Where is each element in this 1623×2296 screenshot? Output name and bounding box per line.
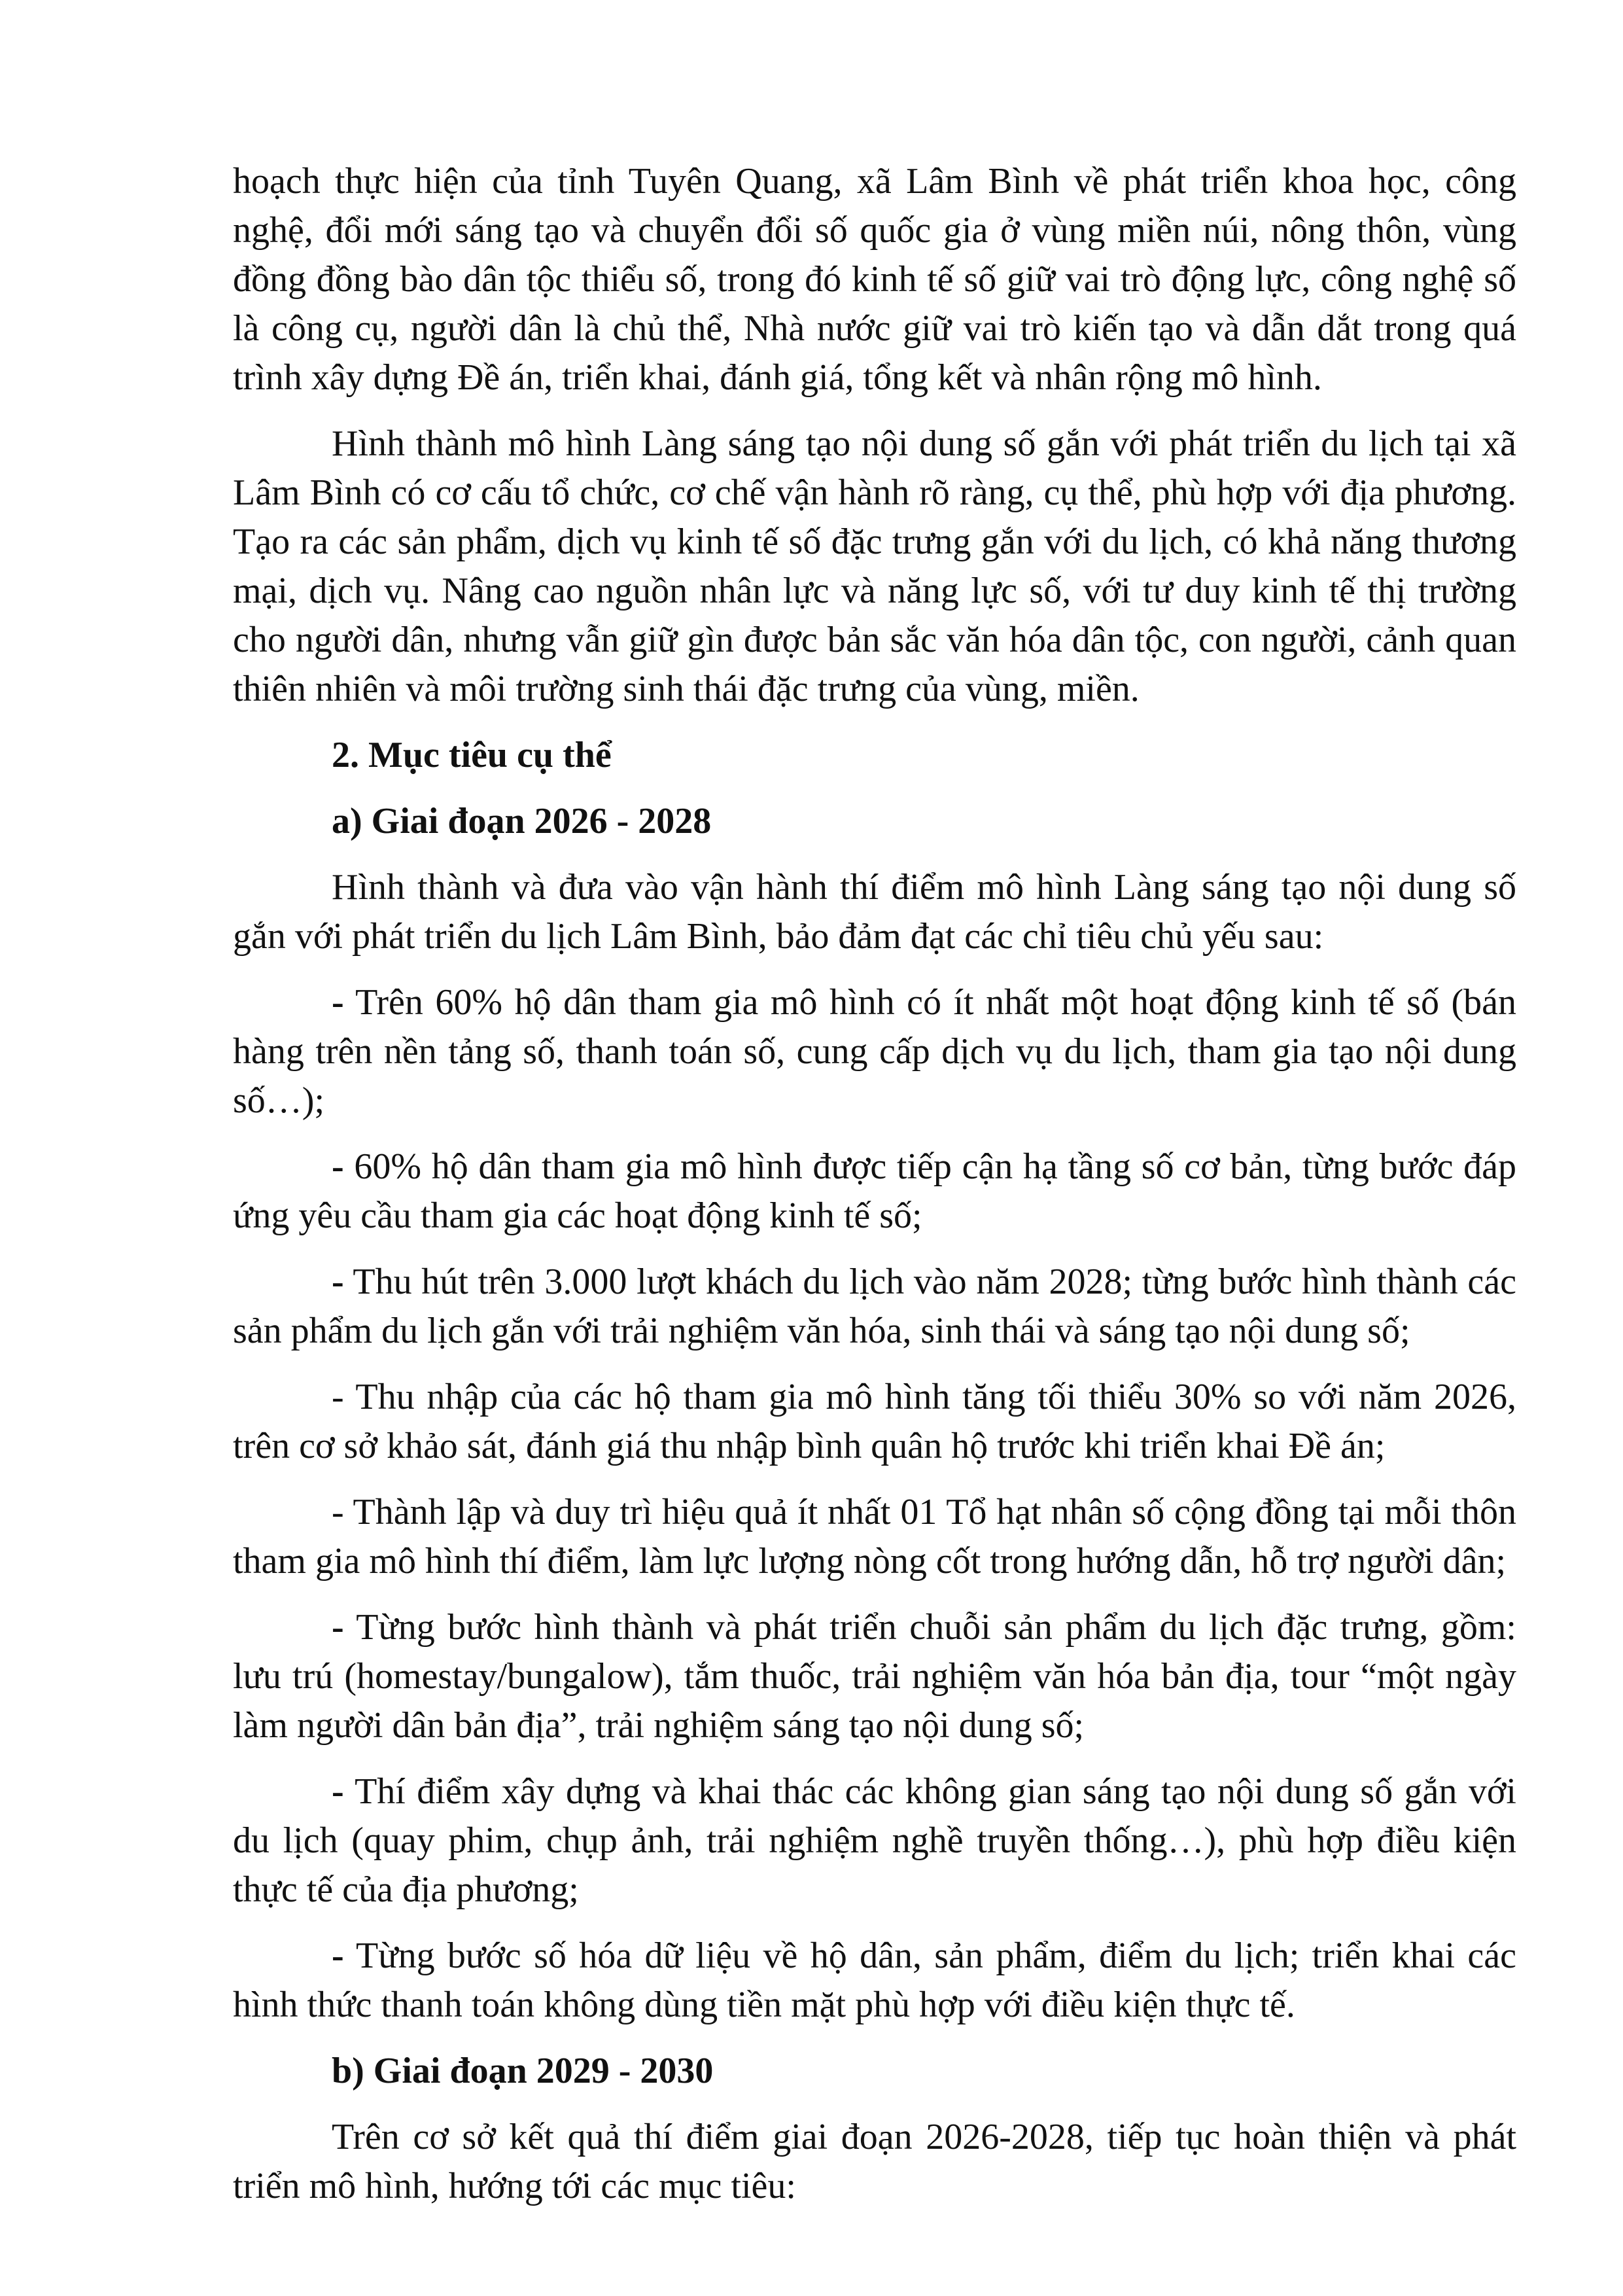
list-item <box>233 1932 1516 2030</box>
heading-phase-b: b) Giai đoạn 2029 - 2030 <box>332 2051 714 2091</box>
list-item <box>233 1373 1516 1471</box>
paragraph-intro-continued: hoạch thực hiện của tỉnh Tuyên Quang, xã Lâm Bình về phát triển khoa học, công nghệ, đổi mới sáng tạo và chuyển đổi số quốc gia ở vùng miền núi, nông thôn, vùng đồng đồng bào dân tộc thiểu số, trong đó kinh tế số giữ vai trò động lực, công nghệ số là công cụ, người dân là chủ thể, Nhà nước giữ vai trò kiến tạo và dẫn dắt trong quá trình xây dựng Đề án, triển khai, đánh giá, tổng kết và nhân rộng mô hình. <box>233 161 1516 398</box>
list-item <box>233 1142 1516 1241</box>
paragraph-phase-b-intro: Trên cơ sở kết quả thí điểm giai đoạn 2026-2028, tiếp tục hoàn thiện và phát triển mô hình, hướng tới các mục tiêu: <box>233 2117 1516 2206</box>
paragraph-phase-a-intro: Hình thành và đưa vào vận hành thí điểm mô hình Làng sáng tạo nội dung số gắn với phát triển du lịch Lâm Bình, bảo đảm đạt các chỉ tiêu chủ yếu sau: <box>233 867 1516 957</box>
paragraph-model-formation: Hình thành mô hình Làng sáng tạo nội dung số gắn với phát triển du lịch tại xã Lâm Bình có cơ cấu tổ chức, cơ chế vận hành rõ ràng, cụ thể, phù hợp với địa phương. Tạo ra các sản phẩm, dịch vụ kinh tế số đặc trưng gắn với du lịch, có khả năng thương mại, dịch vụ. Nâng cao nguồn nhân lực và năng lực số, với tư duy kinh tế thị trường cho người dân, nhưng vẫn giữ gìn được bản sắc văn hóa dân tộc, con người, cảnh quan thiên nhiên và môi trường sinh thái đặc trưng của vùng, miền. <box>233 423 1516 709</box>
list-item-text: Thành lập và duy trì hiệu quả ít nhất 01 Tổ hạt nhân số cộng đồng tại mỗi thôn tham gia mô hình thí điểm, làm lực lượng nòng cốt trong hướng dẫn, hỗ trợ người dân; <box>233 1492 1516 1581</box>
list-item-text: Thu hút trên 3.000 lượt khách du lịch vào năm 2028; từng bước hình thành các sản phẩm du lịch gắn với trải nghiệm văn hóa, sinh thái và sáng tạo nội dung số; <box>233 1262 1516 1351</box>
heading-phase-a: a) Giai đoạn 2026 - 2028 <box>332 801 712 841</box>
list-item-text: Từng bước hình thành và phát triển chuỗi sản phẩm du lịch đặc trưng, gồm: lưu trú (homestay/bungalow), tắm thuốc, trải nghiệm văn hóa bản địa, tour “một ngày làm người dân bản địa”, trải nghiệm sáng tạo nội dung số; <box>233 1607 1516 1746</box>
bullet-dash: - <box>332 1771 344 1812</box>
list-item <box>233 1767 1516 1915</box>
heading-specific-objectives: 2. Mục tiêu cụ thể <box>332 735 612 775</box>
list-item-text: Thu nhập của các hộ tham gia mô hình tăng tối thiểu 30% so với năm 2026, trên cơ sở khảo sát, đánh giá thu nhập bình quân hộ trước khi triển khai Đề án; <box>233 1377 1516 1466</box>
list-item-text: Từng bước số hóa dữ liệu về hộ dân, sản phẩm, điểm du lịch; triển khai các hình thức thanh toán không dùng tiền mặt phù hợp với điều kiện thực tế. <box>233 1935 1516 2025</box>
list-item <box>233 978 1516 1125</box>
list-item <box>233 1488 1516 1586</box>
bullet-dash: - <box>332 1607 344 1648</box>
list-item <box>233 1258 1516 1356</box>
bullet-dash: - <box>332 982 344 1023</box>
bullet-dash: - <box>332 1492 344 1532</box>
list-item-text: Thí điểm xây dựng và khai thác các không gian sáng tạo nội dung số gắn với du lịch (quay phim, chụp ảnh, trải nghiệm nghề truyền thống…), phù hợp điều kiện thực tế của địa phương; <box>233 1771 1516 1910</box>
bullet-dash: - <box>332 1935 344 1976</box>
bullet-dash: - <box>332 1377 344 1417</box>
document-page <box>233 157 1516 2228</box>
bullet-dash: - <box>332 1146 344 1187</box>
bullet-dash: - <box>332 1262 344 1302</box>
list-item-text: Trên 60% hộ dân tham gia mô hình có ít nhất một hoạt động kinh tế số (bán hàng trên nền tảng số, thanh toán số, cung cấp dịch vụ du lịch, tham gia tạo nội dung số…); <box>233 982 1516 1121</box>
list-item-text: 60% hộ dân tham gia mô hình được tiếp cận hạ tầng số cơ bản, từng bước đáp ứng yêu cầu tham gia các hoạt động kinh tế số; <box>233 1146 1516 1236</box>
list-item <box>233 1603 1516 1750</box>
